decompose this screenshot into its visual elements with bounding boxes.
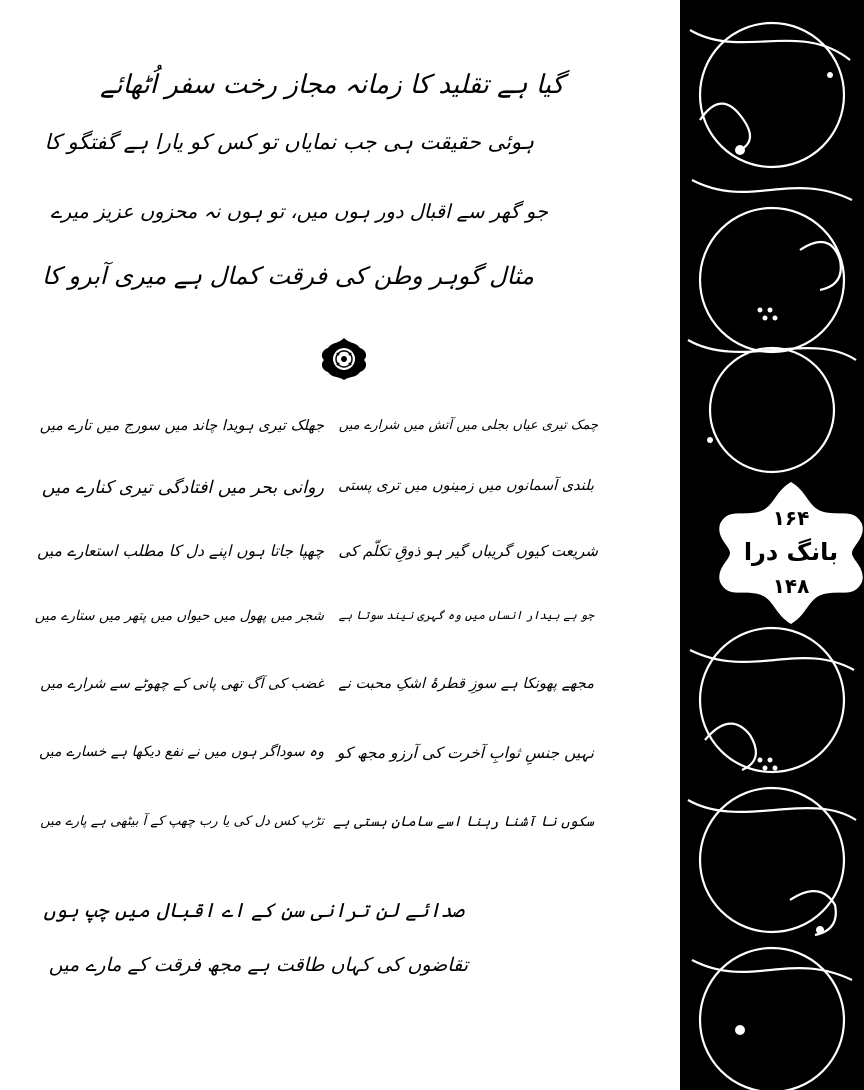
closing-line-1: صدائے لن ترانی سن کے اے اقبال میں چپ ہوں [43, 898, 464, 922]
intro-line-4: مثال گوہر وطن کی فرقت کمال ہے میری آبرو کا [42, 262, 534, 290]
badge-page-bottom: ۱۴۸ [772, 574, 810, 598]
couplet-3-second: چھپا جاتا ہوں اپنے دل کا مطلب استعارے میں [37, 542, 324, 560]
couplet-4-second: شجر میں پھول میں حیواں میں پتھر میں ستارے میں [34, 608, 324, 624]
couplet-3-first: شریعت کیوں گریباں گیر ہو ذوقِ تکلّم کی [338, 542, 598, 560]
couplet-1-second: جھلک تیری ہویدا چاند میں سورج میں تارے میں [39, 418, 324, 434]
couplet-6-first: نہیں جنسِ ثوابِ آخرت کی آرزو مجھ کو [336, 744, 594, 762]
floral-ornament-icon [318, 336, 370, 382]
intro-line-1: گیا ہے تقلید کا زمانہ مجاز رخت سفر اُٹھائے [100, 70, 564, 100]
badge-book-title: بانگ درا [743, 538, 839, 566]
couplet-7-second: تڑپ کس دل کی یا رب چھپ کے آ بیٹھی ہے پارے میں [40, 814, 324, 829]
couplet-1-first: چمک تیری عیاں بجلی میں آتش میں شرارے میں [338, 418, 598, 433]
page-number-badge [716, 478, 864, 628]
couplet-4-first: جو ہے بیدار انساں میں وہ گہری نیند سوتا ہے [338, 608, 594, 622]
couplet-5-second: غضب کی آگ تھی پانی کے چھوٹے سے شرارے میں [40, 676, 324, 692]
closing-line-2: تقاضوں کی کہاں طاقت ہے مجھ فرقت کے مارے میں [48, 954, 468, 976]
couplet-2-second: روانی بحر میں افتادگی تیری کنارے میں [41, 478, 324, 498]
couplet-5-first: مجھے پھونکا ہے سوزِ قطرۂ اشکِ محبت نے [338, 676, 594, 692]
couplet-7-first: سکوں نا آشنا رہنا اسے سامانِ ہستی ہے [333, 814, 594, 830]
intro-line-3: جو گھر سے اقبال دور ہوں میں، تو ہوں نہ محزوں عزیز میرے [50, 200, 548, 223]
couplet-6-second: وہ سوداگر ہوں میں نے نفع دیکھا ہے خسارے میں [39, 744, 324, 760]
couplet-2-first: بلندی آسمانوں میں زمینوں میں تری پستی [338, 478, 594, 494]
badge-page-top: ۱۶۴ [772, 506, 810, 530]
intro-line-2: ہوئی حقیقت ہی جب نمایاں تو کس کو یارا ہے گفتگو کا [44, 130, 534, 154]
